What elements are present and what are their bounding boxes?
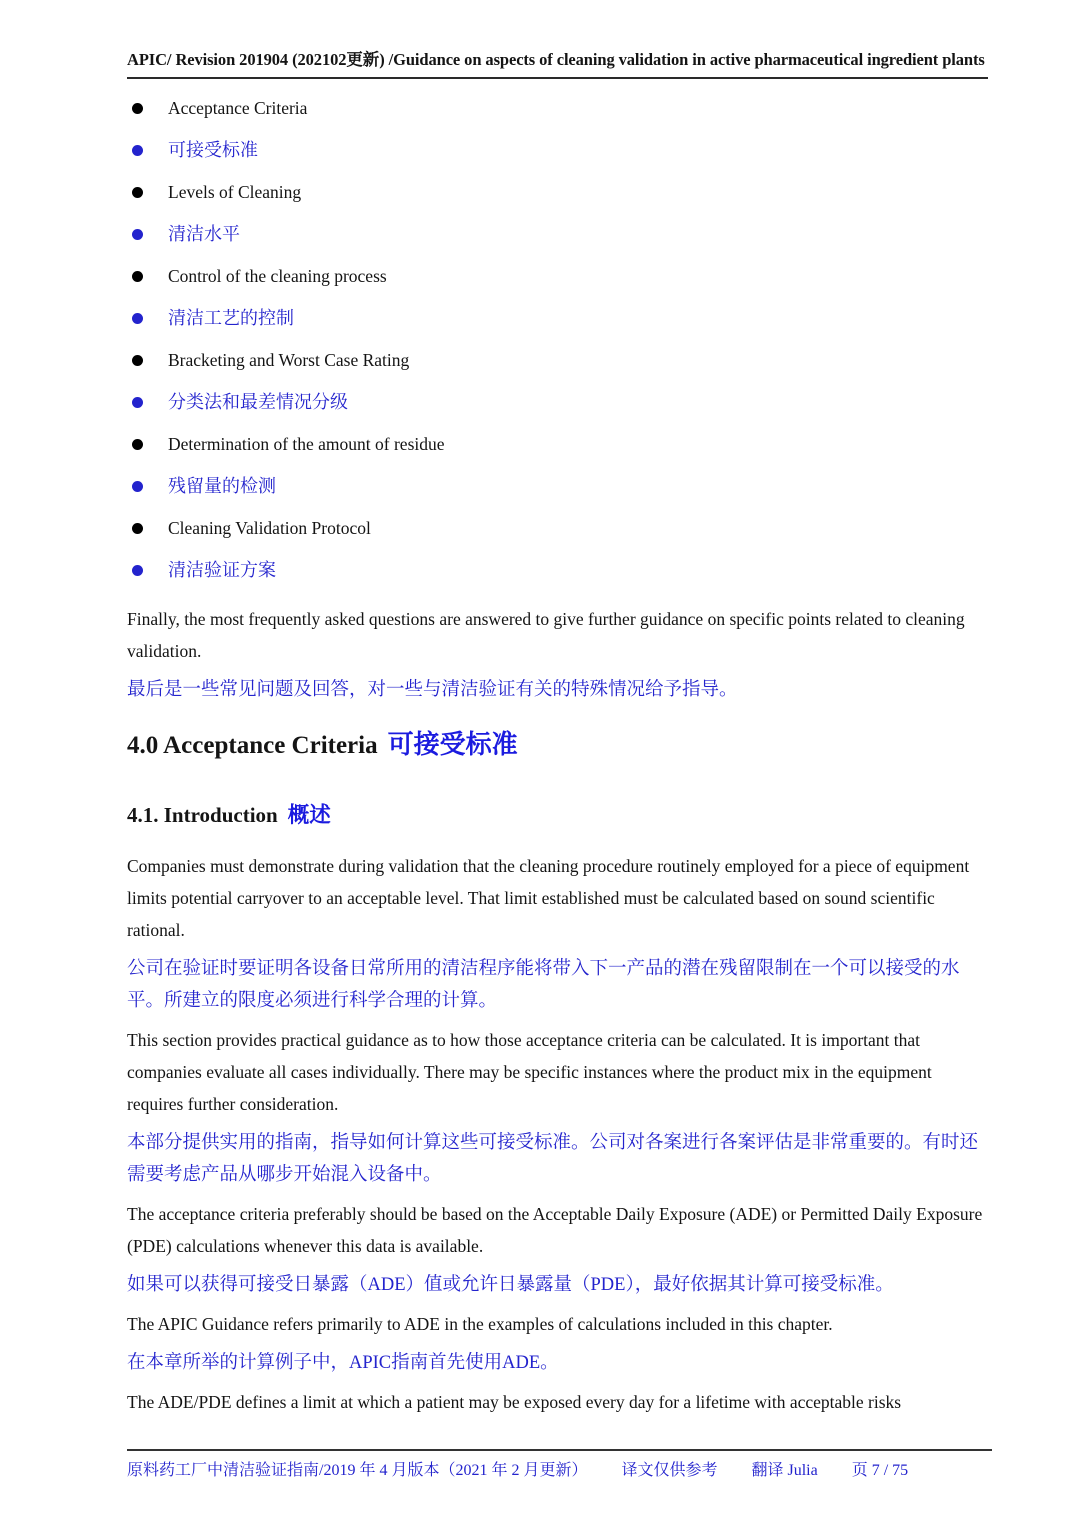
footer-translation-note: 译文仅供参考 <box>621 1462 718 1479</box>
paragraph-intro-1-en: Companies must demonstrate during validation that the cleaning procedure routinely employed for a piece of equipment limits potential carryover to an acceptable level. That limit established must be calculated based on sound scientific rational. <box>127 856 970 940</box>
footer-doc-title: 原料药工厂中清洁验证指南/2019 年 4 月版本（2021 年 2 月更新） <box>127 1462 588 1479</box>
paragraph-intro-4-en: The APIC Guidance refers primarily to ADE in the examples of calculations included in this chapter. <box>127 1314 833 1334</box>
section-heading-en: 4.1. Introduction <box>127 803 278 827</box>
paragraph-intro-1-zh: 公司在验证时要证明各设备日常所用的清洁程序能将带入下一产品的潜在残留限制在一个可以接受的水平。所建立的限度必须进行科学合理的计算。 <box>127 959 960 1011</box>
toc-item-label: 可接受标准 <box>168 140 258 160</box>
page-footer <box>127 1449 992 1482</box>
bullet-list <box>127 99 988 580</box>
toc-item-label: 清洁验证方案 <box>168 560 276 580</box>
bullet-dot-icon <box>132 523 143 534</box>
toc-item-translation <box>132 561 988 580</box>
toc-item-label: 分类法和最差情况分级 <box>168 392 348 412</box>
toc-item-label: Cleaning Validation Protocol <box>168 518 371 538</box>
bullet-dot-icon <box>132 187 143 198</box>
toc-item <box>132 267 988 286</box>
toc-item-translation <box>132 225 988 244</box>
toc-item-label: Determination of the amount of residue <box>168 434 445 454</box>
toc-item <box>132 435 988 454</box>
toc-item-label: 清洁工艺的控制 <box>168 308 294 328</box>
paragraph-intro-3-zh: 如果可以获得可接受日暴露（ADE）值或允许日暴露量（PDE），最好依据其计算可接受标准。 <box>127 1275 894 1295</box>
toc-item-translation <box>132 309 988 328</box>
toc-item-label: Control of the cleaning process <box>168 266 387 286</box>
paragraph-finally-zh: 最后是一些常见问题及回答，对一些与清洁验证有关的特殊情况给予指导。 <box>127 680 738 700</box>
toc-item-label: 清洁水平 <box>168 224 240 244</box>
toc-item-translation <box>132 393 988 412</box>
toc-item-label: Acceptance Criteria <box>168 98 308 118</box>
running-head-title: APIC/ Revision 201904 (202102更新) /Guidance on aspects of cleaning validation in active pharmaceutical ingredient plants <box>127 46 988 79</box>
footer-page-number: 页 7 / 75 <box>851 1462 909 1479</box>
toc-item-label: Levels of Cleaning <box>168 182 302 202</box>
section-heading-4-1 <box>127 800 988 830</box>
bullet-dot-icon <box>132 439 143 450</box>
section-heading-4-0 <box>127 727 988 764</box>
paragraph-finally-en: Finally, the most frequently asked questions are answered to give further guidance on specific points related to cleaning validation. <box>127 609 965 661</box>
bullet-dot-icon <box>132 565 143 576</box>
toc-item <box>132 519 988 538</box>
footer-translator: 翻译 Julia <box>751 1462 818 1479</box>
toc-item <box>132 351 988 370</box>
paragraph-intro-4-zh: 在本章所举的计算例子中，APIC指南首先使用ADE。 <box>127 1353 559 1373</box>
toc-item <box>132 183 988 202</box>
toc-item-translation <box>132 477 988 496</box>
toc-item <box>132 99 988 118</box>
paragraph-intro-2-zh: 本部分提供实用的指南，指导如何计算这些可接受标准。公司对各案进行各案评估是非常重要的。有时还需要考虑产品从哪步开始混入设备中。 <box>127 1133 979 1185</box>
paragraph-intro-2-en: This section provides practical guidance as to how those acceptance criteria can be calculated. It is important that companies evaluate all cases individually. There may be specific instances where the product mix in the equipment requires further consideration. <box>127 1030 932 1114</box>
bullet-dot-icon <box>132 481 143 492</box>
section-heading-zh: 概述 <box>287 803 331 827</box>
bullet-dot-icon <box>132 313 143 324</box>
bullet-dot-icon <box>132 229 143 240</box>
bullet-dot-icon <box>132 355 143 366</box>
toc-item-label: 残留量的检测 <box>168 476 276 496</box>
bullet-dot-icon <box>132 397 143 408</box>
bullet-dot-icon <box>132 103 143 114</box>
paragraph-intro-3-en: The acceptance criteria preferably should be based on the Acceptable Daily Exposure (ADE) or Permitted Daily Exposure (PDE) calculations whenever this data is available. <box>127 1204 983 1256</box>
bullet-dot-icon <box>132 145 143 156</box>
section-heading-zh: 可接受标准 <box>387 730 518 759</box>
section-heading-en: 4.0 Acceptance Criteria <box>127 732 378 759</box>
toc-item-label: Bracketing and Worst Case Rating <box>168 350 410 370</box>
toc-item-translation <box>132 141 988 160</box>
page-header <box>127 46 988 79</box>
paragraph-intro-5-en: The ADE/PDE defines a limit at which a patient may be exposed every day for a lifetime with acceptable risks <box>127 1392 902 1412</box>
bullet-dot-icon <box>132 271 143 282</box>
